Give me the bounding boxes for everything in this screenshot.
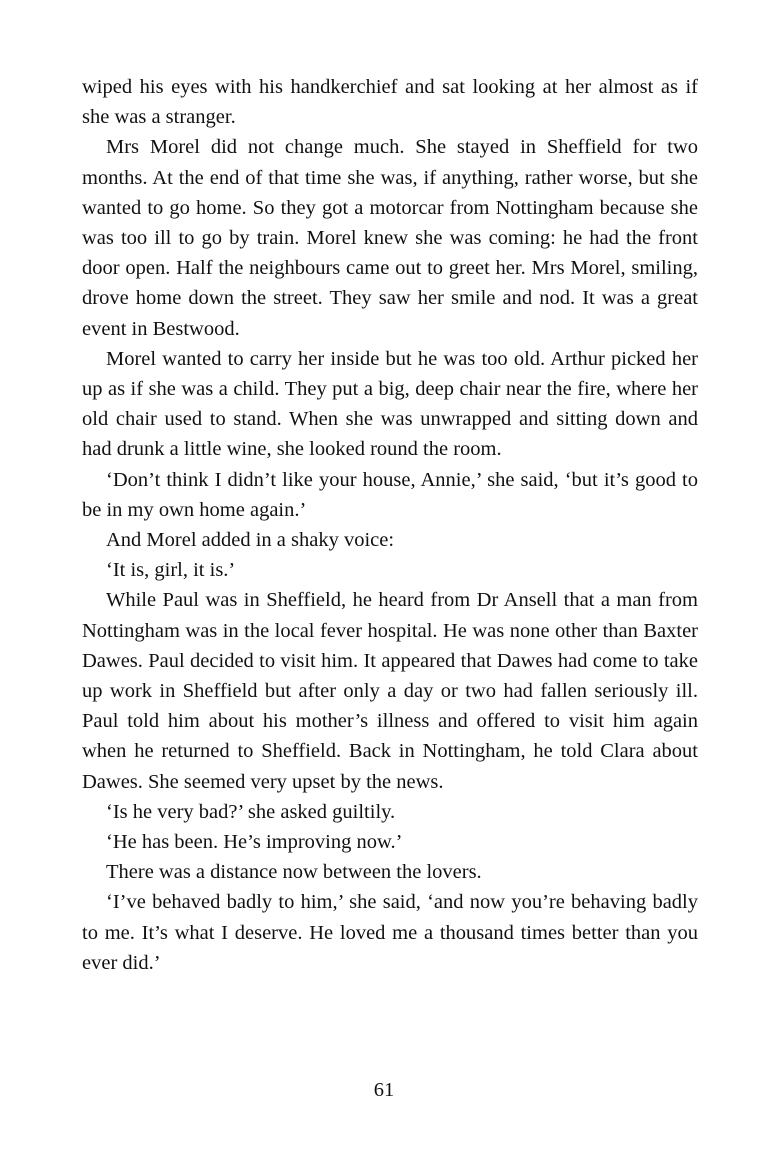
paragraph-distance-lovers: There was a distance now between the lovers. — [106, 861, 482, 884]
paragraph-paul-visits-dawes: While Paul was in Sheffield, he heard from Dr Ansell that a man from Nottingham was in the local fever hospital. He was none other than Baxter Dawes. Paul decided to visit him. It appeared that Dawes had come to take up work in Sheffield but after only a day or two had fallen seriously ill. Paul told him about his mother’s illness and offered to visit him again when he returned to Sheffield. Back in Nottingham, he told Clara about Dawes. She seemed very upset by the news. — [82, 589, 698, 793]
paragraph-mrs-morel-sheffield: Mrs Morel did not change much. She stayed in Sheffield for two months. At the end of that time she was, if anything, rather worse, but she wanted to go home. So they got a motorcar from Nottingham because she was too ill to go by train. Morel knew she was coming: he had the front door open. Half the neighbours came out to greet her. Mrs Morel, smiling, drove home down the street. They saw her smile and nod. It was a great event in Bestwood. — [82, 136, 698, 340]
paragraph-is-he-very-bad: ‘Is he very bad?’ she asked guiltily. — [106, 800, 396, 823]
paragraph-he-has-been: ‘He has been. He’s improving now.’ — [106, 831, 403, 854]
paragraph-behaved-badly: ‘I’ve behaved badly to him,’ she said, ‘and now you’re behaving badly to me. It’s what I deserve. He loved me a thousand times better than you ever did.’ — [82, 891, 698, 974]
paragraph-annie-house-dialogue: ‘Don’t think I didn’t like your house, Annie,’ she said, ‘but it’s good to be in my own home again.’ — [82, 468, 698, 521]
paragraph-morel-shaky-voice: And Morel added in a shaky voice: — [106, 529, 395, 552]
paragraph-continued: wiped his eyes with his handkerchief and sat looking at her almost as if she was a stranger. — [82, 76, 698, 129]
paragraph-it-is-girl: ‘It is, girl, it is.’ — [106, 559, 236, 582]
page-number: 61 — [373, 1079, 395, 1101]
paragraph-arthur-carries: Morel wanted to carry her inside but he was too old. Arthur picked her up as if she was a child. They put a big, deep chair near the fire, where her old chair used to stand. When she was unwrapped and sitting down and had drunk a little wine, she looked round the room. — [82, 347, 698, 461]
book-page-body — [82, 72, 698, 978]
